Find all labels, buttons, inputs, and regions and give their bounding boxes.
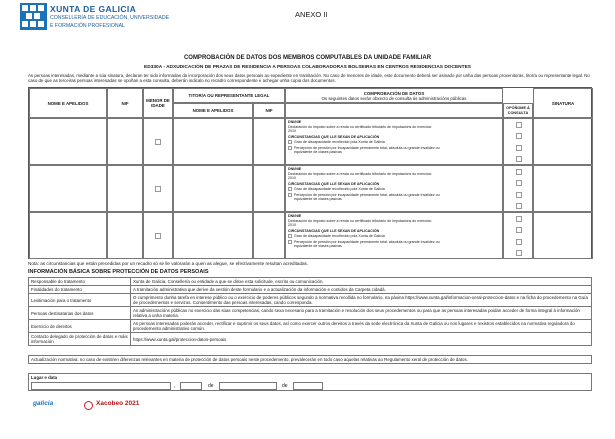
privacy-value: As persoas interesadas poderán acceder, rectificar e suprimir os seus datos, así como exercer outros dereitos a través da sede electrónica da Xunta de Galicia ou nos lugares e rexistros establecidos na normativa reguladora do procedemento administrativo común. — [131, 320, 592, 333]
privacy-title: INFORMACIÓN BÁSICA SOBRE PROTECCIÓN DE DATOS PERSOAIS — [28, 269, 209, 275]
circumstances-note: Nota: as circunstancias que están precedidas por un recadro só se lle valorarán a quen as alegue, se efectivamente resultan acreditadas. — [28, 261, 309, 266]
privacy-label: Exercicio de dereitos — [29, 320, 131, 333]
row3-income: Declaración do imposto sobre a renda ou certificado tributario de imputacións do exercicio 2010 — [288, 219, 432, 228]
org-brand — [50, 4, 169, 29]
row2-guardian-name[interactable] — [173, 165, 253, 212]
year-input[interactable] — [293, 382, 323, 390]
row2-oppose — [503, 165, 533, 212]
row3-oppose-disability-checkbox[interactable] — [516, 239, 522, 245]
row2-oppose-dni-checkbox[interactable] — [516, 169, 522, 175]
row1-oppose-disability-checkbox[interactable] — [516, 145, 522, 151]
row3-disability-checkbox[interactable] — [288, 234, 292, 238]
col-guardian-header: TITOR/A OU REPRESENTANTE LEGAL — [173, 88, 285, 103]
document-subtitle: ED330A - ADXUDICACIÓN DE PRAZAS DE RESIDENCIA A PERSOAS COLABORADORAS BOLSEIRAS EN CENTROS RESIDENCIAS DOCENTES — [144, 65, 471, 70]
row3-oppose-dni-checkbox[interactable] — [516, 216, 522, 222]
row1-disability-checkbox[interactable] — [288, 140, 292, 144]
row2-dni: DNI/NIE — [288, 167, 302, 171]
row2-name[interactable] — [29, 165, 107, 212]
row1-signature[interactable] — [533, 118, 593, 165]
privacy-label: Finalidades do tratamento — [29, 286, 131, 294]
row1-income: Declaración do imposto sobre a renda ou certificado tributario de imputacións do exercicio 2010 — [288, 125, 432, 134]
privacy-label: Lexitimación para o tratamento — [29, 294, 131, 307]
org-sub-2: E FORMACIÓN PROFESIONAL — [50, 22, 125, 29]
row2-oppose-pension-checkbox[interactable] — [516, 203, 522, 209]
row2-income: Declaración do imposto sobre a renda ou certificado tributario de imputacións do exercicio 2010 — [288, 172, 432, 181]
row3-guardian-nif[interactable] — [253, 212, 285, 259]
row1-circ: CIRCUNSTANCIAS QUE LLE SEXAN DE APLICACIÓN — [288, 135, 380, 139]
col-nif-header: NIF — [107, 88, 143, 118]
row3-circ: CIRCUNSTANCIAS QUE LLE SEXAN DE APLICACIÓN — [288, 229, 380, 233]
row2-circ: CIRCUNSTANCIAS QUE LLE SEXAN DE APLICACIÓN — [288, 182, 380, 186]
privacy-row — [29, 320, 592, 333]
place-date-label: Lugar e data — [31, 375, 58, 380]
privacy-row — [29, 294, 592, 307]
row1-disability: Grao de discapacidade recoñecido pola Xunta de Galicia — [294, 140, 385, 144]
privacy-row — [29, 286, 592, 294]
privacy-table — [28, 277, 592, 346]
regulation-update: Actualización normativa: no caso de existiren diferenzas relevantes en materia de protección de datos persoais neste procedemento, prevalecerán en todo caso aquelas relativas ao Regulamento xeral de protección de datos. — [28, 355, 592, 364]
row1-name[interactable] — [29, 118, 107, 165]
row3-oppose-income-checkbox[interactable] — [516, 227, 522, 233]
xunta-logo-icon — [20, 3, 47, 30]
row3-pension: Percepción de pensión por incapacidade permanente total, absoluta ou grande invalidez ou equivalente de clases pasivas — [294, 240, 440, 249]
row2-pension: Percepción de pensión por incapacidade permanente total, absoluta ou grande invalidez ou equivalente de clases pasivas — [294, 193, 440, 202]
row1-nif[interactable] — [107, 118, 143, 165]
privacy-value: A tramitación administrativa que derive da xestión deste formulario e a actualización da información e contidos da Carpeta cidadá. — [131, 286, 592, 294]
row2-pension-checkbox[interactable] — [288, 193, 292, 197]
row2-guardian-nif[interactable] — [253, 165, 285, 212]
date-de-2: de — [282, 383, 288, 389]
row1-minor — [143, 118, 173, 165]
row2-nif[interactable] — [107, 165, 143, 212]
month-input[interactable] — [219, 382, 277, 390]
galicia-logo: galicia — [33, 400, 54, 407]
place-input[interactable] — [31, 382, 171, 390]
row1-guardian-name[interactable] — [173, 118, 253, 165]
row1-dni: DNI/NIE — [288, 120, 302, 124]
col-check-title: COMPROBACIÓN DE DATOS — [363, 90, 425, 96]
privacy-row — [29, 307, 592, 320]
row3-guardian-name[interactable] — [173, 212, 253, 259]
row3-name[interactable] — [29, 212, 107, 259]
privacy-label: Responsable do tratamento — [29, 278, 131, 286]
row3-dni: DNI/NIE — [288, 214, 302, 218]
org-sub-1: CONSELLERÍA DE EDUCACIÓN, UNIVERSIDADE — [50, 15, 170, 21]
page-header — [0, 0, 615, 52]
row1-pension-checkbox[interactable] — [288, 146, 292, 150]
privacy-row — [29, 278, 592, 286]
place-comma: , — [174, 383, 176, 389]
row1-oppose-pension-checkbox[interactable] — [516, 156, 522, 162]
row1-pension: Percepción de pensión por incapacidade permanente total, absoluta ou grande invalidez ou equivalente de clases pasivas — [294, 146, 440, 155]
row1-oppose-income-checkbox[interactable] — [516, 133, 522, 139]
annex-label: ANEXO II — [295, 10, 328, 19]
members-table — [28, 87, 592, 259]
row2-disability: Grao de discapacidade recoñecido pola Xunta de Galicia — [294, 187, 385, 191]
xacobeo-logo: Xacobeo 2021 — [96, 400, 140, 407]
row2-minor — [143, 165, 173, 212]
privacy-label: Persoas destinatarias dos datos — [29, 307, 131, 320]
row1-minor-checkbox[interactable] — [155, 139, 161, 145]
privacy-label: Contacto delegado de protección de datos e máis información — [29, 333, 131, 346]
row3-nif[interactable] — [107, 212, 143, 259]
row2-oppose-income-checkbox[interactable] — [516, 180, 522, 186]
row2-checks — [285, 165, 503, 212]
col-guardian-nif-header: NIF — [253, 103, 285, 118]
col-guardian-name-header: NOME E APELIDOS — [173, 103, 253, 118]
privacy-value: As administracións públicas no exercicio das súas competencias, cando sexa necesario para a tramitación e resolución dos seus procedementos ou para que as persoas interesadas poidan acceder de forma integral á información relativa a unha materia. — [131, 307, 592, 320]
privacy-value: O cumprimento dunha tarefa en interese público ou o exercicio de poderes públicos segundo a normativa recollida no formulario, na páxina https://www.xunta.gal/informacion-xeral-proteccion-datos e na ficha do procedemento na Guía de procedementos e servizos. Consentimento das persoas interesadas, cando corresponda. — [131, 294, 592, 307]
col-oppose-header: OPÓÑOME Á CONSULTA — [503, 103, 533, 118]
row3-oppose — [503, 212, 533, 259]
row3-minor-checkbox[interactable] — [155, 233, 161, 239]
col-minor-header: MENOR DE IDADE — [143, 88, 173, 118]
row2-signature[interactable] — [533, 165, 593, 212]
row2-disability-checkbox[interactable] — [288, 187, 292, 191]
row2-minor-checkbox[interactable] — [155, 186, 161, 192]
day-input[interactable] — [180, 382, 202, 390]
row3-oppose-pension-checkbox[interactable] — [516, 250, 522, 256]
row2-oppose-disability-checkbox[interactable] — [516, 192, 522, 198]
row1-oppose-dni-checkbox[interactable] — [516, 122, 522, 128]
document-title: COMPROBACIÓN DE DATOS DOS MEMBROS COMPUTABLES DA UNIDADE FAMILIAR — [183, 55, 432, 61]
row3-disability: Grao de discapacidade recoñecido pola Xunta de Galicia — [294, 234, 385, 238]
row3-minor — [143, 212, 173, 259]
place-date — [28, 373, 592, 391]
privacy-value: Xunta de Galicia. Consellería ou entidade a que se dirixe esta solicitude, escrito ou comunicación. — [131, 278, 592, 286]
row1-guardian-nif[interactable] — [253, 118, 285, 165]
privacy-value[interactable]: https://www.xunta.gal/proteccion-datos-persoais — [131, 333, 592, 346]
row3-signature[interactable] — [533, 212, 593, 259]
row1-oppose — [503, 118, 533, 165]
privacy-row — [29, 333, 592, 346]
row3-checks — [285, 212, 503, 259]
col-signature-header: SINATURA — [533, 88, 593, 118]
org-name: XUNTA DE GALICIA — [50, 4, 137, 14]
row1-checks — [285, 118, 503, 165]
col-check-header — [285, 88, 503, 103]
xacobeo-logo-icon — [84, 401, 93, 410]
date-de-1: de — [208, 383, 214, 389]
col-name-header: NOME E APELIDOS — [29, 88, 107, 118]
col-check-desc: Os seguintes datos serán obxecto de consulta ás administracións públicas — [321, 95, 467, 101]
intro-text: As persoas interesadas, mediante a súa sinatura, declaran ter sido informadas da incorporación dos seus datos persoais ao expediente en tramitación. No caso de menores de idade, este documento deberá ser asinado por unha das persoas proxenitoras, titor/a ou representante legal. No caso de que as terceiras persoas interesadas se opoñan a esta consulta, deberán indicalo no recadro correspondente e achegar unha copia dos documentos. — [28, 73, 590, 84]
row3-pension-checkbox[interactable] — [288, 240, 292, 244]
